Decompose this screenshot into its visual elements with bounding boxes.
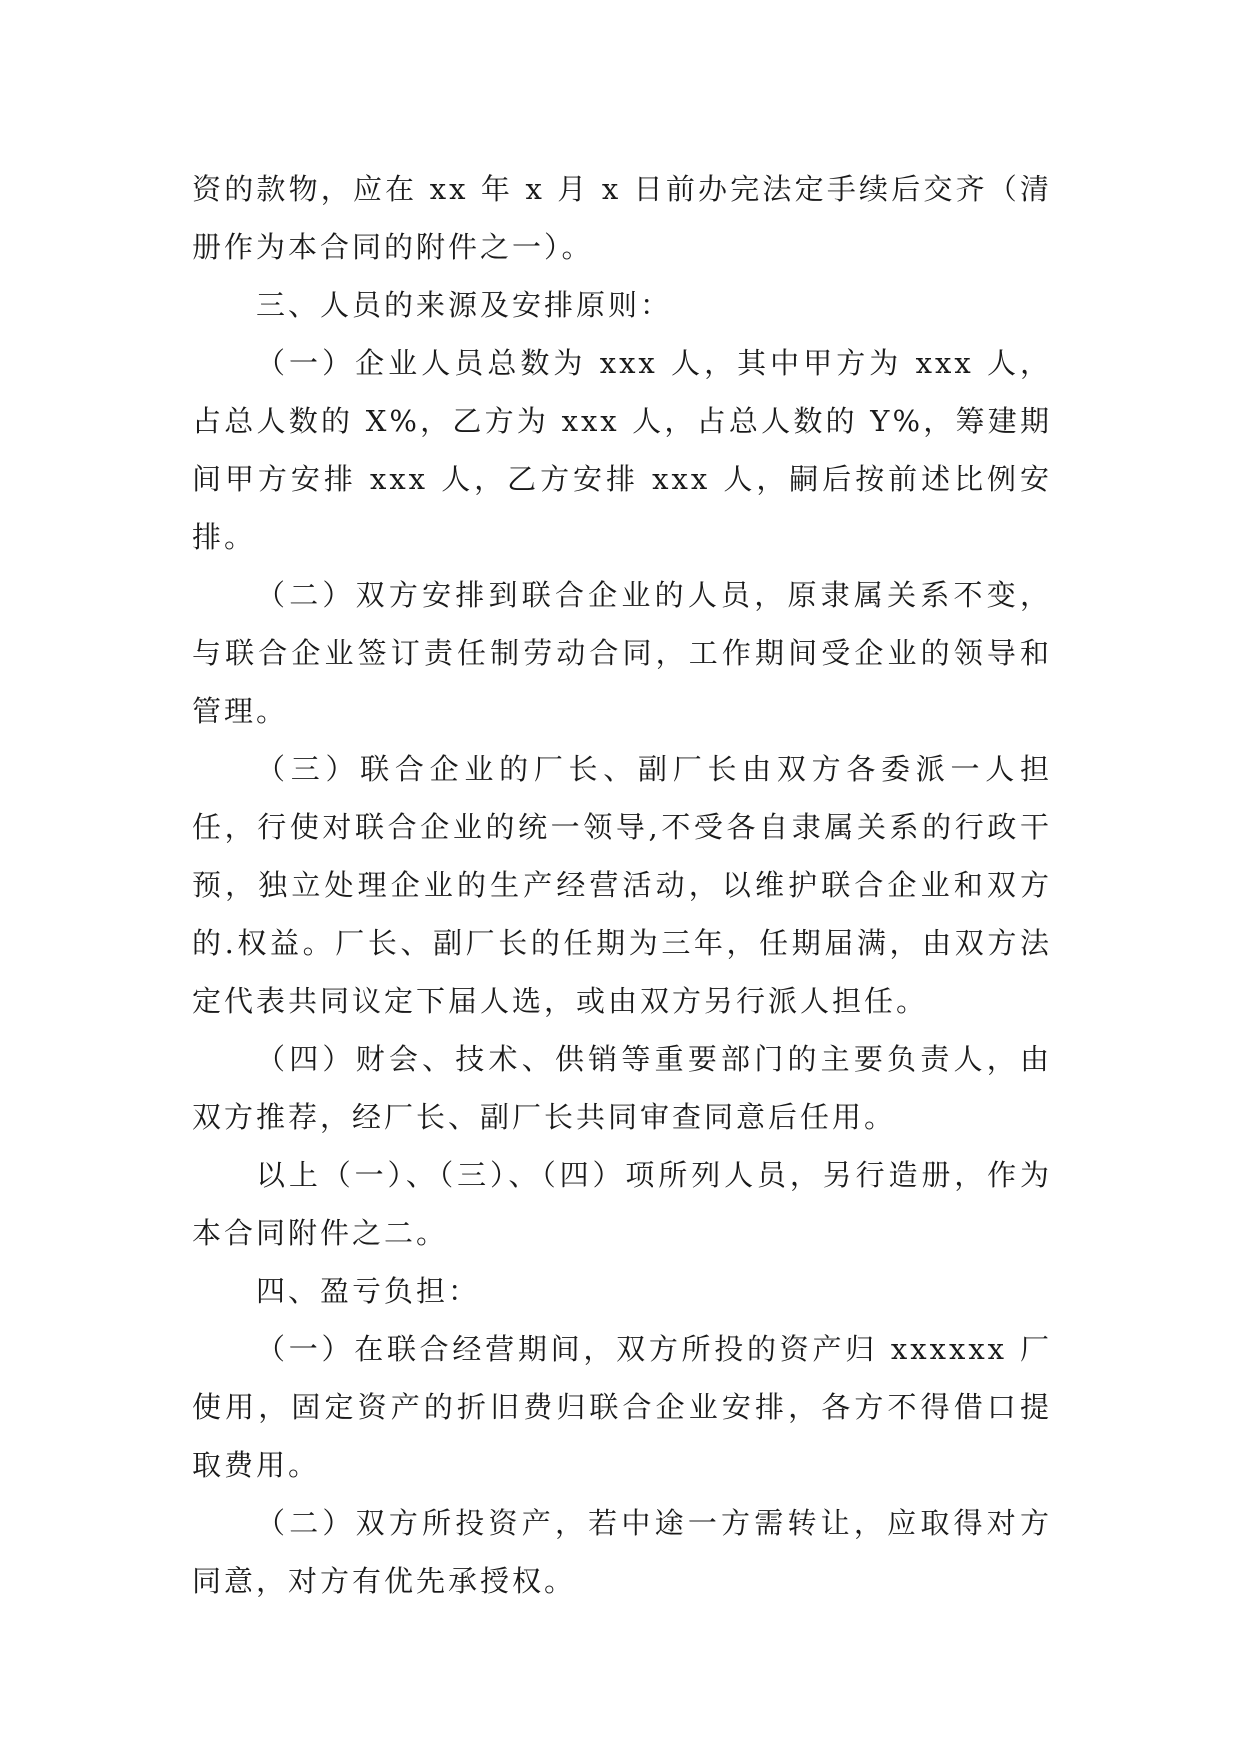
- paragraph-3-2: （二）双方安排到联合企业的人员，原隶属关系不变，与联合企业签订责任制劳动合同，工作期间受企业的领导和管理。: [192, 578, 1052, 728]
- section-heading-4: 四、盈亏负担：: [256, 1274, 481, 1308]
- document-page: [192, 160, 1052, 1610]
- paragraph-1: 资的款物，应在 xx 年 x 月 x 日前办完法定手续后交齐（清册作为本合同的附件之一）。: [192, 172, 1052, 264]
- paragraph-3-summary: 以上（一）、（三）、（四）项所列人员，另行造册，作为本合同附件之二。: [192, 1158, 1052, 1250]
- paragraph-4-1: （一）在联合经营期间，双方所投的资产归 xxxxxx 厂使用，固定资产的折旧费归联合企业安排，各方不得借口提取费用。: [192, 1332, 1052, 1482]
- section-heading-3: 三、人员的来源及安排原则：: [256, 288, 673, 322]
- paragraph-4-2: （二）双方所投资产，若中途一方需转让，应取得对方同意，对方有优先承授权。: [192, 1506, 1052, 1598]
- paragraph-3-3: （三）联合企业的厂长、副厂长由双方各委派一人担任，行使对联合企业的统一领导,不受各自隶属关系的行政干预，独立处理企业的生产经营活动，以维护联合企业和双方的.权益。厂长、副厂长的任期为三年，任期届满，由双方法定代表共同议定下届人选，或由双方另行派人担任。: [192, 752, 1052, 1018]
- paragraph-3-1: （一）企业人员总数为 xxx 人，其中甲方为 xxx 人，占总人数的 X%，乙方为 xxx 人，占总人数的 Y%，筹建期间甲方安排 xxx 人，乙方安排 xxx 人，嗣后按前述比例安排。: [192, 346, 1052, 554]
- paragraph-3-4: （四）财会、技术、供销等重要部门的主要负责人，由双方推荐，经厂长、副厂长共同审查同意后任用。: [192, 1042, 1052, 1134]
